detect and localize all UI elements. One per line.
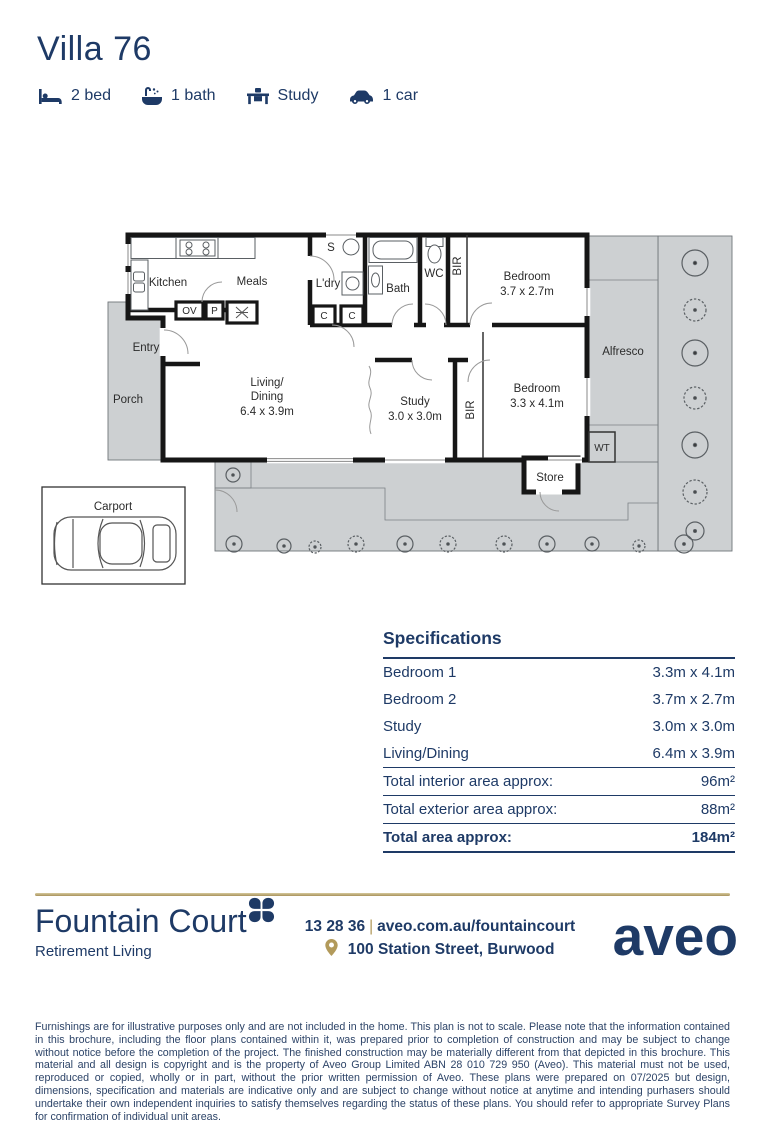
clover-icon [248,897,275,928]
floor-plan-svg [0,220,764,590]
spec-value: 6.4m x 3.9m [652,745,735,762]
spec-row-exterior-total [383,796,735,823]
room-dim-living: 6.4 x 3.9m [240,406,294,418]
room-label-bir-bed1: BIR [465,400,477,420]
spec-value: 3.7m x 2.7m [652,691,735,708]
spec-row-living [383,740,735,767]
spec-row-grand-total [383,824,735,851]
spec-label: Bedroom 2 [383,691,457,708]
spec-label: Total exterior area approx: [383,801,558,818]
divider [383,851,735,853]
spec-value: 3.3m x 4.1m [652,664,735,681]
feature-beds [38,87,111,105]
community-name: Fountain Court [35,903,247,939]
spec-row-bedroom2 [383,686,735,713]
spec-row-bedroom1 [383,659,735,686]
website-url: aveo.com.au/fountaincourt [377,918,576,935]
community-tagline: Retirement Living [35,943,152,960]
room-label-meals: Meals [236,276,268,288]
porch-area [108,302,163,460]
specifications-title: Specifications [383,628,502,648]
feature-baths-label: 1 bath [171,87,216,104]
room-label-s: S [327,242,335,254]
room-label-living-1: Living/ [250,377,284,389]
location-pin-icon [325,943,342,960]
patio-area [215,462,658,551]
car-icon [348,87,374,105]
contact-line-1 [295,915,585,938]
spec-label: Study [383,718,422,735]
floor-plan [0,220,764,590]
contact-separator: | [369,918,374,935]
spec-row-interior-total [383,768,735,795]
specifications-panel [383,628,735,853]
room-label-bedroom2: Bedroom [503,271,551,283]
spec-label: Bedroom 1 [383,664,457,681]
page-title: Villa 76 [37,30,152,68]
contact-block [295,915,585,963]
room-label-c1: C [320,311,328,322]
room-dim-bedroom2: 3.7 x 2.7m [500,286,554,298]
room-label-bath: Bath [386,283,410,295]
room-label-living-2: Dining [250,391,284,403]
room-label-wc: WC [424,268,444,280]
room-label-wt: WT [594,443,610,454]
spec-label: Total interior area approx: [383,773,554,790]
feature-study-label: Study [277,87,319,104]
feature-study [246,87,319,105]
bath-icon [141,86,163,106]
bed-icon [38,88,63,105]
room-label-ov: OV [182,306,197,317]
contact-line-2 [295,938,585,963]
house-outline [128,235,587,460]
room-label-porch: Porch [112,394,144,406]
feature-cars-label: 1 car [382,87,419,104]
room-label-entry: Entry [132,342,160,354]
feature-baths [141,86,215,106]
spec-value: 96m² [700,773,735,790]
aveo-logo: aveo [612,905,738,967]
toilet-bowl [428,245,441,263]
spec-label: Total area approx: [383,829,512,846]
laundry-tub [343,239,359,255]
spec-value: 88m² [700,801,735,818]
spec-row-study [383,713,735,740]
disclaimer-text: Furnishings are for illustrative purposes only and are not included in the home. This plan is not to scale. Please note that the information contained in this brochure, including the floor plans contained within it, was prepared prior to completion of construction and may be subject to change without notice before the completion of the project. The finished construction may be materially different from that depicted in this brochure. This material and all design is copyright and is the property of Aveo Group Limited ABN 28 010 729 950 (Aveo). This material must not be used, reproduced or copied, wholly or in part, without the prior written permission of Aveo. These plans were prepared on 07/2025 but design, dimensions, specification and materials are indicative only and are subject to change without notice at anytime and intending purhasers should undertake their own independent inquiries to satisfy themselves regarding the status of these plans. You should refer to appropriate Survey Plans for confirmation of individual unit areas. [35,1020,730,1124]
room-label-p: P [211,306,218,317]
desk-icon [246,87,270,105]
spec-label: Living/Dining [383,745,469,762]
room-label-bir-bed2: BIR [452,256,464,276]
footer-divider [35,893,730,896]
room-dim-study: 3.0 x 3.0m [388,411,442,423]
room-label-store: Store [536,472,564,484]
room-label-study: Study [400,396,430,408]
spec-value: 184m² [691,829,735,846]
room-label-carport: Carport [93,501,133,513]
phone-number: 13 28 36 [304,918,366,935]
feature-cars [348,87,418,105]
cooktop [180,240,215,256]
spec-value: 3.0m x 3.0m [652,718,735,735]
room-dim-bedroom1: 3.3 x 4.1m [510,398,564,410]
room-label-c2: C [348,311,356,322]
feature-summary [38,86,418,106]
street-address: 100 Station Street, Burwood [347,941,555,958]
fountain-court-logo [35,903,305,960]
room-label-kitchen: Kitchen [148,277,188,289]
entry-opening [160,328,167,356]
kitchen-sink [134,272,145,281]
room-label-bedroom1: Bedroom [513,383,561,395]
room-label-alfresco: Alfresco [602,346,644,358]
room-label-ldry: L'dry [315,278,341,290]
feature-beds-label: 2 bed [71,87,112,104]
